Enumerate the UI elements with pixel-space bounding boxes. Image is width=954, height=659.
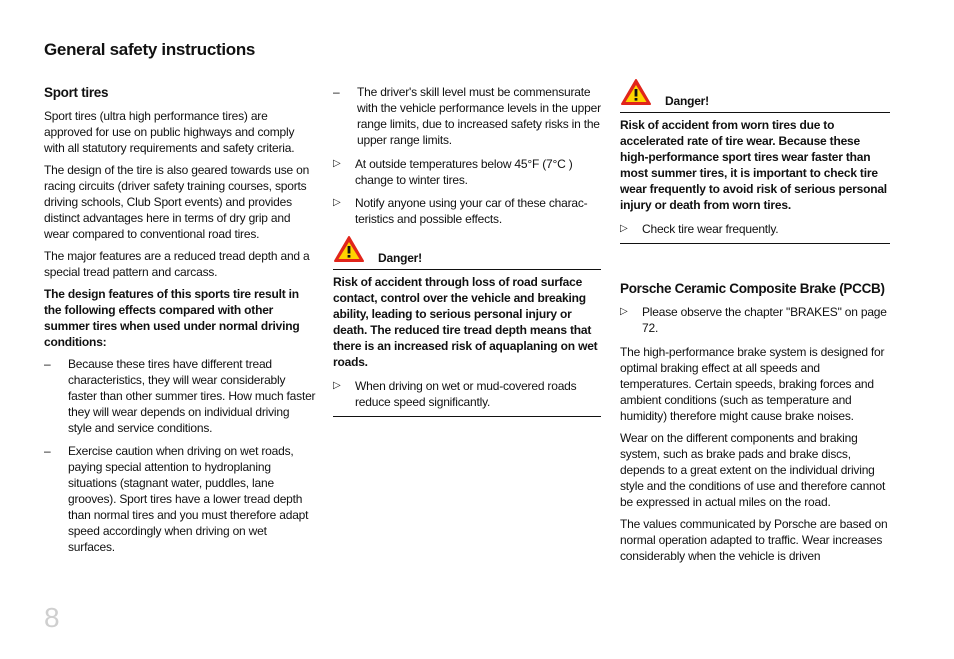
dash-marker: –	[333, 85, 340, 99]
instruction-item	[333, 195, 601, 227]
instruction-item	[333, 156, 601, 188]
instruction-item	[333, 378, 601, 410]
divider	[333, 416, 601, 417]
dash-marker: –	[44, 357, 51, 371]
paragraph-bold: The design features of this sports tire result in the following effects compared with other summer tires when used under normal driving conditions:	[44, 287, 300, 349]
danger-header	[333, 235, 601, 270]
paragraph: Wear on the different components and braking system, such as brake pads and brake discs, depends to a great extent on the individual driving style and the conditions of use and therefore cannot be expressed in actual miles on the road.	[620, 431, 886, 509]
instruction-item	[620, 304, 890, 336]
dash-list-item	[333, 84, 601, 148]
list-item-text: Exercise caution when driving on wet roads, paying special attention to hydroplaning situations (stagnant water, puddles, lane grooves). Sport tires have a lower tread depth than normal tires and you must therefore adapt speed accordingly when driving on wet surfaces.	[68, 444, 309, 554]
danger-header	[620, 78, 890, 113]
divider	[620, 243, 890, 244]
section-heading-sport-tires: Sport tires	[44, 85, 109, 100]
paragraph: The high-performance brake system is designed for optimal braking effect at all speeds and temperatures. Certain speeds, braking forces and ambient conditions (such as temperature and humidity) therefore might cause brake noises.	[620, 345, 885, 423]
instruction-text: Check tire wear frequently.	[642, 222, 779, 236]
paragraph: The design of the tire is also geared towards use on racing circuits (driver safety training courses, sports driving schools, Club Sport events) and provides distinct advantages here in terms of dry grip and wear compared to conventional road tires.	[44, 163, 310, 241]
danger-text: Risk of accident through loss of road surface contact, control over the vehicle and breaking ability, leading to serious personal injury or death. The reduced tire tread depth means that there is an increased risk of aquaplaning on wet roads.	[333, 275, 598, 369]
page-number: 8	[44, 602, 60, 633]
warning-triangle-icon	[620, 78, 652, 106]
instruction-item	[620, 221, 890, 237]
page-title: General safety instructions	[44, 40, 256, 59]
dash-marker: –	[44, 444, 51, 458]
paragraph: Sport tires (ultra high performance tires) are approved for use on public highways and comply with all statutory requirements and safety criteria.	[44, 109, 295, 155]
triangle-right-icon: ▷	[620, 306, 628, 317]
danger-label: Danger!	[665, 94, 709, 108]
instruction-text: When driving on wet or mud-covered roads reduce speed significantly.	[355, 379, 577, 409]
section-heading-pccb: Porsche Ceramic Composite Brake (PCCB)	[620, 281, 885, 296]
dash-list-item	[44, 443, 316, 555]
list-item-text: Because these tires have different tread characteristics, they will wear considerably faster than other summer tires. How much faster they will wear depends on individual driving style and service conditions.	[68, 357, 316, 435]
dash-list-item	[44, 356, 316, 436]
warning-triangle-icon	[333, 235, 365, 263]
danger-text: Risk of accident from worn tires due to accelerated rate of tire wear. Because these high-performance sport tires wear faster than most summer tires, it is important to check tire wear frequently to avoid risk of serious personal injury or death from worn tires.	[620, 118, 887, 212]
instruction-text: Please observe the chapter "BRAKES" on page 72.	[642, 305, 887, 335]
column-3	[620, 78, 890, 570]
paragraph: The major features are a reduced tread depth and a special tread pattern and carcass.	[44, 249, 310, 279]
instruction-text: At outside temperatures below 45°F (7°C ) change to winter tires.	[355, 157, 573, 187]
instruction-text: Notify anyone using your car of these charac- teristics and possible effects.	[355, 196, 588, 226]
triangle-right-icon: ▷	[333, 380, 341, 391]
triangle-right-icon: ▷	[333, 158, 341, 169]
column-1	[44, 84, 316, 562]
list-item-text: The driver's skill level must be commensurate with the vehicle performance levels in the upper range limits, due to increased safety risks in the upper range limits.	[357, 85, 601, 147]
triangle-right-icon: ▷	[620, 223, 628, 234]
paragraph: The values communicated by Porsche are based on normal operation adapted to traffic. Wear increases considerably when the vehicle is driven	[620, 517, 888, 563]
triangle-right-icon: ▷	[333, 197, 341, 208]
column-2	[333, 84, 601, 417]
danger-label: Danger!	[378, 251, 422, 265]
